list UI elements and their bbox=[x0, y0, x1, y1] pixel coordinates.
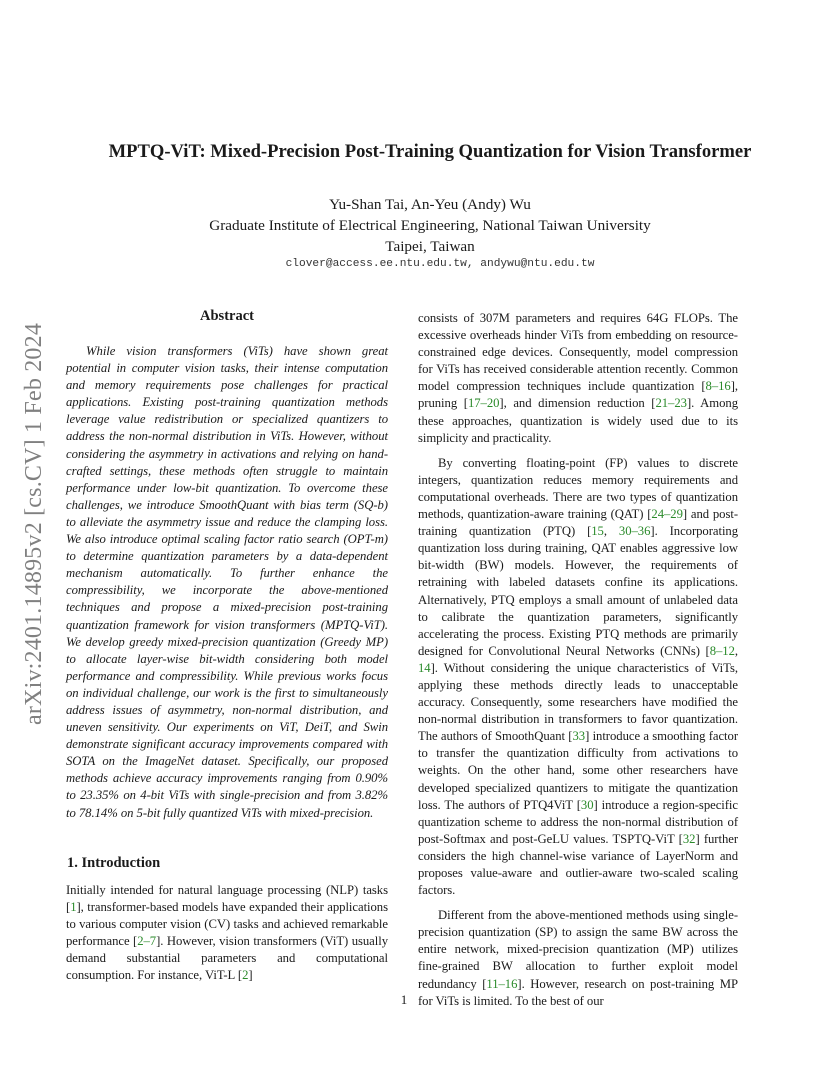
citation-link[interactable]: 8–16 bbox=[705, 379, 731, 394]
citation-link[interactable]: 11–16 bbox=[486, 976, 518, 991]
arxiv-identifier-stamp: arXiv:2401.14895v2 [cs.CV] 1 Feb 2024 bbox=[21, 322, 47, 726]
body-paragraph: Different from the above-mentioned methods using single-precision quantization (SP) to assign the same BW across the entire network, mixed-precision quantization (MP) utilizes fine-grained BW allocation to further exploit model redundancy [11–16]. However, research on post-training MP for ViTs is limited. To the best of our bbox=[418, 908, 738, 1008]
abstract-heading: Abstract bbox=[200, 308, 254, 324]
abstract-body: While vision transformers (ViTs) have shown great potential in computer vision tasks, their intense computation and memory requirements pose challenges for practical applications. Existing post-training quantization methods leverage value redistribution or specialized quantizers to address the non-normal distribution in ViTs. However, without considering the asymmetry in activations and relying on hand-crafted settings, these methods often struggle to maintain performance under low-bit quantization. To overcome these challenges, we introduce SmoothQuant with bias term (SQ-b) to alleviate the asymmetry issue and reduce the clamping loss. We also introduce optimal scaling factor ratio search (OPT-m) to determine quantization parameters by a data-dependent mechanism automatically. To further enhance the compressibility, we incorporate the above-mentioned techniques and propose a mixed-precision post-training quantization framework for vision transformers (MPTQ-ViT). We develop greedy mixed-precision quantization (Greedy MP) to allocate layer-wise bit-width considering both model performance and compressibility. While previous works focus on individual challenge, our work is the first to simultaneously address issues of asymmetry, non-normal distribution, and uneven sensitivity. Our experiments on ViT, DeiT, and Swin demonstrate significant accuracy improvements compared with SOTA on the ImageNet dataset. Specifically, our proposed methods achieve accuracy improvements ranging from 0.90% to 23.35% on 4-bit ViTs with single-precision and from 3.82% to 78.14% on 5-bit fully quantized ViTs with mixed-precision. bbox=[66, 344, 388, 820]
body-paragraph: consists of 307M parameters and requires 64G FLOPs. The excessive overheads hinder ViTs from embedding on resource-constrained edge devices. Consequently, model compression for ViTs has received considerable attention recently. Common model compression techniques include quantization [8–16], pruning [17–20], and dimension reduction [21–23]. Among these approaches, quantization is widely used due to its simplicity and practicality. bbox=[418, 311, 738, 445]
citation-link[interactable]: 8–12 bbox=[709, 643, 735, 658]
citation-link[interactable]: 32 bbox=[682, 831, 696, 846]
location: Taipei, Taiwan bbox=[385, 238, 475, 255]
body-paragraph: By converting floating-point (FP) values to discrete integers, quantization reduces memory requirements and computational overheads. There are two types of quantization methods, quantization-aware training (QAT) [24–29] and post-training quantization (PTQ) [15, 30–36]. Incorporating quantization loss during training, QAT enables aggressive low bit-width (BW) models. However, the requirements of retraining with labeled datasets confine its applications. Alternatively, PTQ employs a small amount of unlabeled data to calibrate the quantization parameters, significantly accelerating the process. Existing PTQ methods are primarily designed for Convolutional Neural Networks (CNNs) [8–12, 14]. Without considering the unique characteristics of ViTs, applying these methods directly leads to unacceptable accuracy. Consequently, some researchers have modified the non-normal distribution in transformers to favor quantization. The authors of SmoothQuant [33] introduce a smoothing factor to transfer the quantization difficulty from activations to weights. On the other hand, some other researchers have developed specialized quantizers to mitigate the quantization loss. The authors of PTQ4ViT [30] introduce a region-specific quantization scheme to address the non-normal distribution of post-Softmax and post-GeLU values. TSPTQ-ViT [32] further considers the high channel-wise variance of LayerNorm and proposes value-aware and outlier-aware two-scaled scaling factors. bbox=[418, 455, 739, 898]
left-column bbox=[66, 306, 388, 984]
citation-link[interactable]: 33 bbox=[572, 729, 586, 744]
author-names: Yu-Shan Tai, An-Yeu (Andy) Wu bbox=[329, 196, 531, 213]
citation-link[interactable]: 15 bbox=[591, 524, 604, 539]
citation-link[interactable]: 30 bbox=[580, 797, 594, 812]
citation-link[interactable]: 2 bbox=[242, 968, 249, 983]
citation-link[interactable]: 21–23 bbox=[655, 396, 687, 411]
introduction-heading: 1. Introduction bbox=[67, 854, 161, 871]
citation-link[interactable]: 14 bbox=[418, 660, 431, 675]
citation-link[interactable]: 30–36 bbox=[618, 524, 651, 539]
citation-link[interactable]: 24–29 bbox=[651, 507, 683, 522]
right-column bbox=[418, 310, 738, 1018]
author-emails: clover@access.ee.ntu.edu.tw, andywu@ntu.edu.tw bbox=[285, 258, 595, 270]
citation-link[interactable]: 2–7 bbox=[137, 933, 157, 948]
affiliation: Graduate Institute of Electrical Engineering, National Taiwan University bbox=[209, 217, 651, 234]
paper-title: MPTQ-ViT: Mixed-Precision Post-Training Quantization for Vision Transformer bbox=[108, 141, 752, 162]
page-number: 1 bbox=[400, 992, 408, 1007]
intro-paragraph: Initially intended for natural language processing (NLP) tasks [1], transformer-based models have expanded their applications to various computer vision (CV) tasks and achieved remarkable performance [2–7]. However, vision transformers (ViT) usually demand substantial parameters and computational consumption. For instance, ViT-L [2] bbox=[66, 882, 388, 983]
citation-link[interactable]: 17–20 bbox=[467, 396, 500, 411]
author-block bbox=[60, 194, 800, 257]
citation-link[interactable]: 1 bbox=[70, 899, 77, 914]
